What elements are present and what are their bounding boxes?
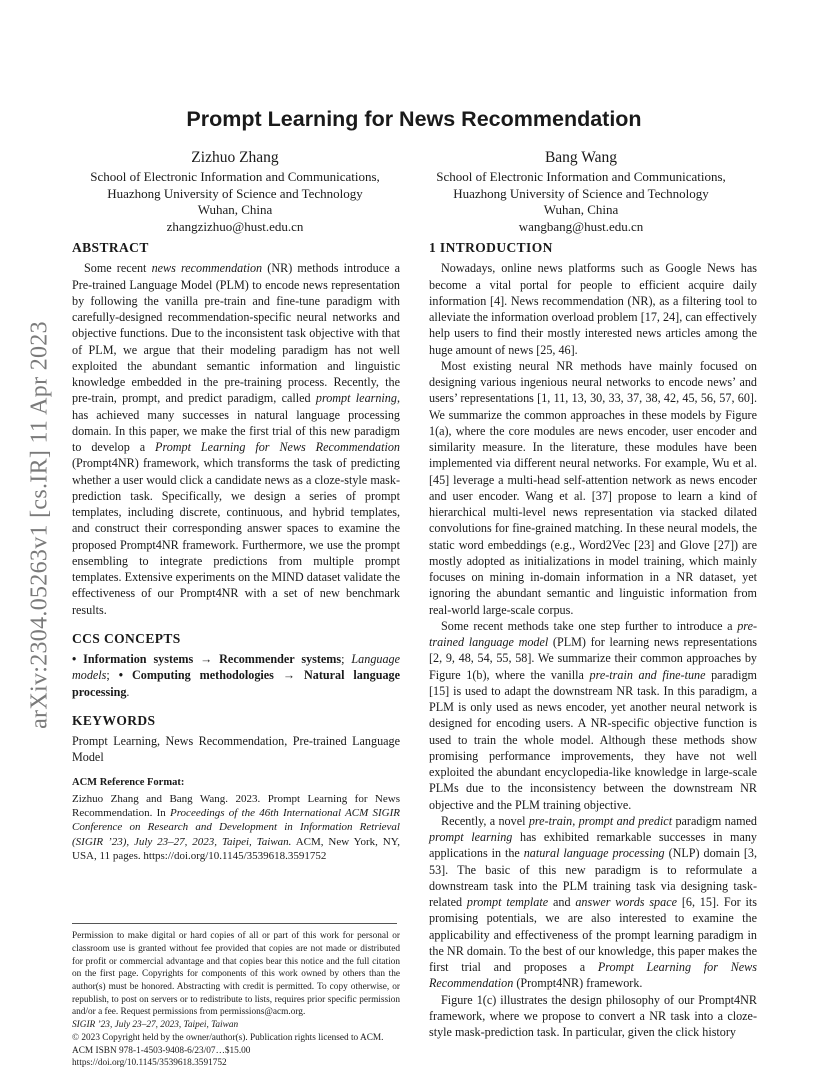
left-column [72, 240, 400, 1070]
author-location: Wuhan, China [197, 202, 273, 218]
author-email[interactable]: zhangzizhuo@hust.edu.cn [166, 218, 304, 234]
intro-paragraph: Recently, a novel pre-train, prompt and predict paradigm named prompt learning has exhibited remarkable successes in many applications in the natural language processing (NLP) domain [3, 53]. The basic of this new paradigm is to reformulate a downstream task into the PLM training task via designing task-related prompt template and answer words space [6, 15]. For its promising potentials, we are also interested to examine the applicability and effectiveness of the prompt learning paradigm in the NR domain. To the best of our knowledge, this paper makes the first trial and proposes a Prompt Learning for News Recommendation (Prompt4NR) framework. [429, 813, 758, 991]
intro-paragraph: Figure 1(c) illustrates the design philosophy of our Prompt4NR framework, where we propose to convert a NR task into a cloze-style mask-prediction task. In particular, given the click history [429, 992, 757, 1039]
keywords-text: Prompt Learning, News Recommendation, Pre-trained Language Model [72, 734, 400, 765]
paper-title: Prompt Learning for News Recommendation [186, 107, 642, 131]
author-univ: Huazhong University of Science and Technology [107, 185, 363, 201]
intro-heading: 1 INTRODUCTION [429, 240, 553, 255]
author-dept: School of Electronic Information and Communications, [90, 169, 380, 184]
author-name: Bang Wang [544, 149, 618, 166]
author-name: Zizhuo Zhang [191, 149, 279, 166]
acm-ref-heading: ACM Reference Format: [72, 776, 185, 788]
arxiv-side-label: arXiv:2304.05263v1 [cs.IR] 11 Apr 2023 [26, 321, 53, 729]
keywords-heading: KEYWORDS [72, 712, 156, 728]
author-univ: Huazhong University of Science and Technology [453, 185, 709, 201]
author-dept: School of Electronic Information and Communications, [436, 169, 726, 184]
intro-paragraph: Most existing neural NR methods have mainly focused on designing various ingenious neural networks to encode news’ and users’ representations [1, 11, 13, 30, 33, 37, 38, 42, 45, 56, 57, 60]. We summarize the common approaches in these models by Figure 1(a), where the core modules are news encoder, user encoder and similarity measure. In the literature, these modules have been implemented via different neural networks. For example, Wu et al. [45] leverage a multi-head self-attention network as news encoder and user encoder. Wang et al. [37] propose to learn a kind of hierarchical multi-level news representation via stacked dilated convolutions for fine-grained matching. In these neural models, the static word embeddings (e.g., Word2Vec [23] and Glove [27]) are mostly adopted as initializations in model training, which mainly focuses on mining in-domain information in a NR dataset, yet ignoring the abundant semantic and linguistic information from real-world large-scale corpus. [429, 358, 757, 617]
intro-paragraph: Some recent methods take one step further to introduce a pre-trained language model (PLM) for learning news representations [2, 9, 48, 54, 55, 58]. We summarize their common approaches by Figure 1(b), where the vanilla pre-train and fine-tune paradigm [15] is used to adapt the downstream NR task. In this paradigm, a PLM is only used as news encoder, yet another neural network is designed for encoding users. A NR-specific objective function is used to train the whole model. Although these methods show promising performance improvements, they have not well exploited the abundant encyclopedia-like knowledge in large-scale PLMs due to the inconsistency between the downstream NR objective and the PLM training objective. [429, 618, 758, 812]
ccs-heading: CCS CONCEPTS [72, 630, 181, 646]
right-column [429, 240, 757, 1040]
abstract-text: Some recent news recommendation (NR) methods introduce a Pre-trained Language Model (PLM) to encode news representation by following the vanilla pre-train and fine-tune paradigm with carefully-designed recommendation-specific neural networks and objective functions. Due to the inconsistent task objective with that of PLM, we argue that their modeling paradigm has not well exploited the abundant semantic information and linguistic knowledge embedded in the pre-training process. Recently, the pre-train, prompt, and predict paradigm, called prompt learning, has achieved many successes in natural language processing domain. In this paper, we make the first trial of this new paradigm to develop a Prompt Learning for News Recommendation (Prompt4NR) framework, which transforms the task of predicting whether a user would click a candidate news as a cloze-style mask-prediction task. Specifically, we design a series of prompt templates, including discrete, continuous, and hybrid templates, and construct their corresponding answer spaces to examine the proposed Prompt4NR framework. Furthermore, we use the prompt ensembling to integrate predictions from multiple prompt templates. Extensive experiments on the MIND dataset validate the effectiveness of our Prompt4NR with a set of new benchmark results. [72, 261, 400, 617]
permission-notice: Permission to make digital or hard copies of all or part of this work for personal or classroom use is granted without fee provided that copies are not made or distributed for profit or commercial advantage and that copies bear this notice and the full citation on the first page. Copyrights for components of this work owned by others than the author(s) must be honored. Abstracting with credit is permitted. To copy otherwise, or republish, to post on servers or to redistribute to lists, requires prior specific permission and/or a fee. Request permissions from permissions@acm.org. SIGIR ’23, July 23–27, 2023, Taipei, Taiwan © 2023 Copyright held by the owner/author(s). Publication rights licensed to ACM. ACM ISBN 978-1-4503-9408-6/23/07…$15.00 https://doi.org/10.1145/3539618.3591752 [72, 931, 400, 1069]
intro-paragraph: Nowadays, online news platforms such as Google News has become a vital portal for people to efficient acquire daily information [4]. News recommendation (NR), as a filtering tool to alleviate the information overload problem [17, 24], can effectively help users to find their mostly interested news articles among the huge amount of news [25, 46]. [429, 261, 757, 357]
author-email[interactable]: wangbang@hust.edu.cn [518, 218, 644, 234]
author-location: Wuhan, China [543, 202, 619, 218]
author-block-1 [55, 148, 415, 235]
acm-ref-text: Zizhuo Zhang and Bang Wang. 2023. Prompt Learning for News Recommendation. In Proceedings of the 46th International ACM SIGIR Conference on Research and Development in Information Retrieval (SIGIR ’23), July 23–27, 2023, Taipei, Taiwan. ACM, New York, NY, USA, 11 pages. https://doi.org/10.1145/3539618.3591752 [72, 792, 401, 862]
author-block-2 [401, 148, 761, 235]
footnote-divider [72, 923, 397, 924]
ccs-text: • Information systems → Recommender systems; Language models; • Computing methodologies → Natural language processing. [72, 652, 400, 699]
abstract-heading: ABSTRACT [72, 240, 149, 255]
